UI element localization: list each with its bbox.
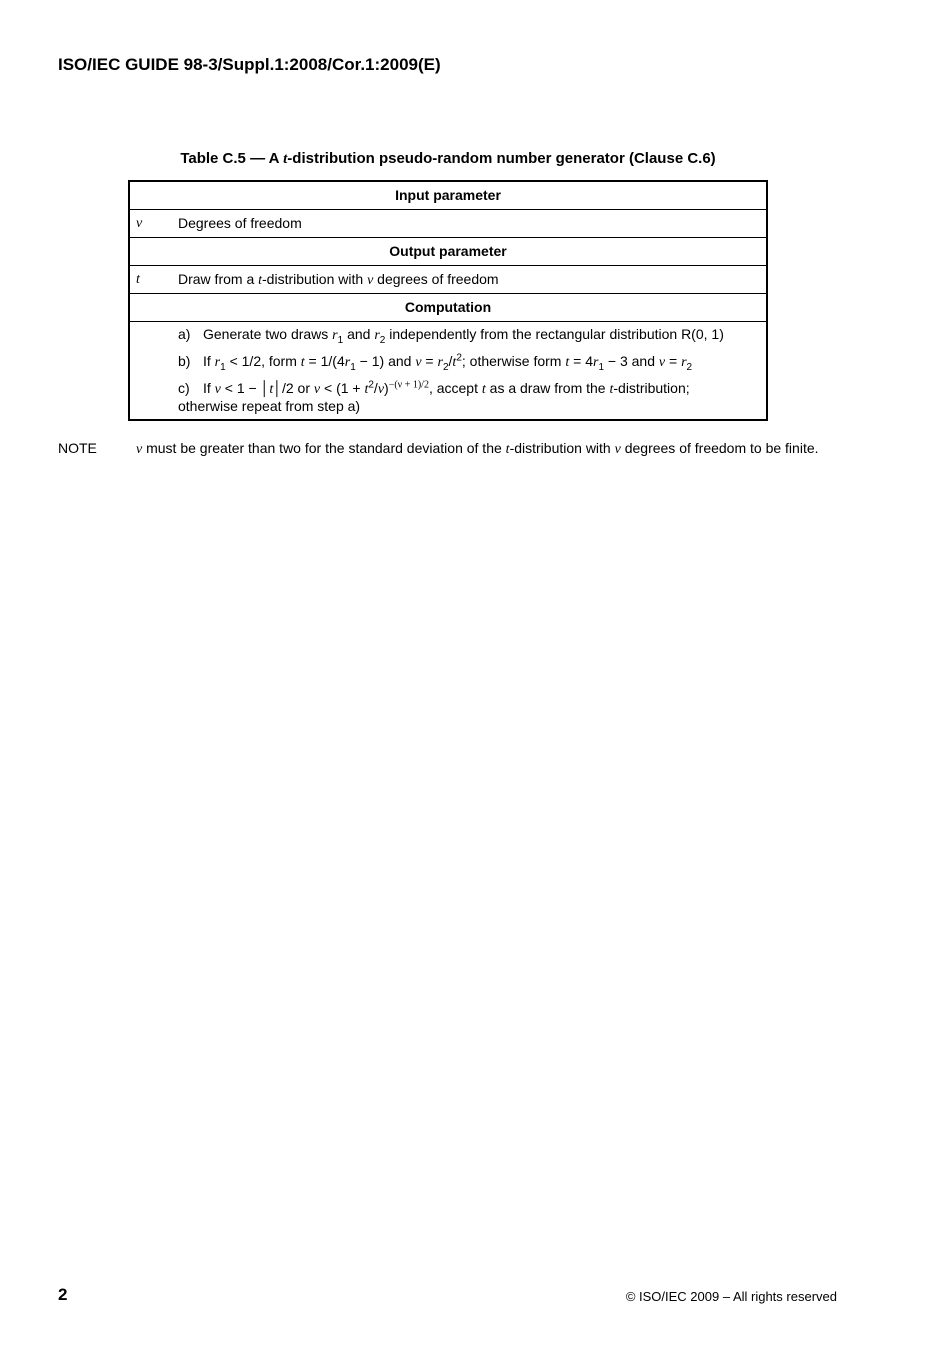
input-description: Degrees of freedom: [178, 215, 302, 231]
output-description: Draw from a t-distribution with ν degrees of freedom: [178, 271, 499, 288]
input-parameter-header: Input parameter: [395, 187, 501, 203]
document-header: ISO/IEC GUIDE 98-3/Suppl.1:2008/Cor.1:2009(E): [58, 55, 441, 74]
input-parameter-row: [130, 209, 766, 237]
output-symbol: t: [136, 272, 140, 287]
note-text: ν must be greater than two for the standard deviation of the t-distribution with ν degrees of freedom to be finite.: [136, 440, 819, 457]
step-b: b) If $r_1 < 1/2$, form $t = 1/(4r_1 - 1)$ and $v = r_2/t^2$; otherwise form $t = 4r_1 - 3$ and $v = r_2$: [178, 352, 693, 373]
step-a: a) Generate two draws $r_1$ and $r_2$ independently from the rectangular distribution R(0, 1): [178, 326, 724, 346]
note: [58, 440, 838, 458]
table-caption: Table C.5 — A t-distribution pseudo-random number generator (Clause C.6): [180, 150, 716, 167]
page-number: 2: [58, 1285, 68, 1304]
note-label: NOTE: [58, 440, 97, 456]
output-parameter-header: Output parameter: [130, 237, 766, 265]
input-symbol: ν: [136, 216, 143, 231]
computation-header: Computation: [130, 293, 766, 321]
step-c: c) If v < 1 − │t│/2 or $v < (1 + t^2/\nu)^{-(\nu + 1)/2}$, accept t as a draw from the t-distribution; otherwise repeat from step a): [178, 379, 690, 414]
algorithm-table: [128, 180, 768, 421]
copyright-notice: © ISO/IEC 2009 – All rights reserved: [625, 1289, 837, 1304]
output-parameter-row: [130, 265, 766, 293]
computation-steps: [130, 321, 766, 419]
